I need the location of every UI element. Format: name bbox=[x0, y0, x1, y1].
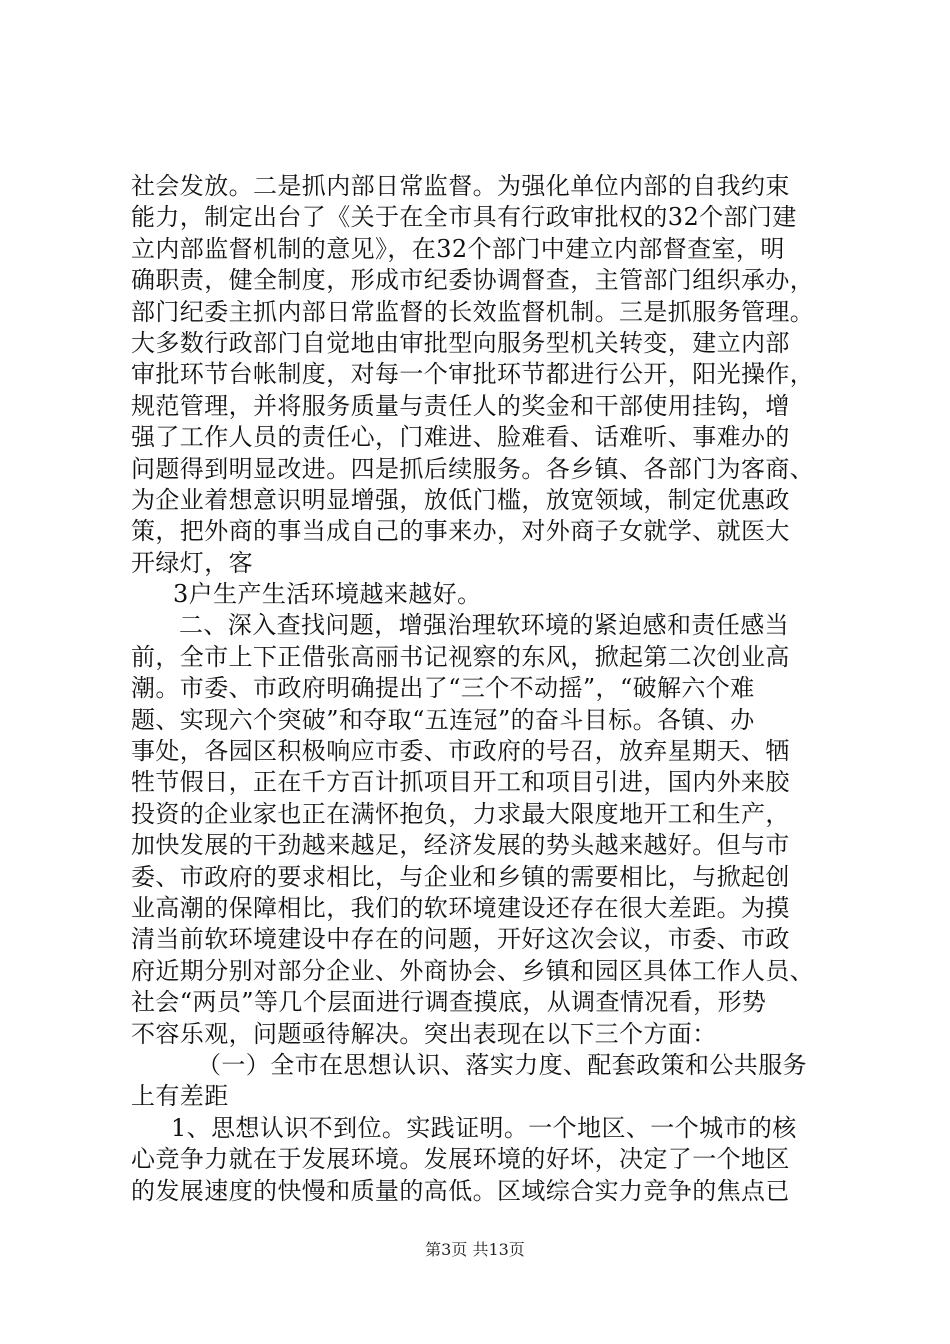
section-heading: 二、深入查找问题，增强治理软环境的紧迫感和责任感当 bbox=[179, 611, 789, 640]
text-line: 牲节假日，正在千方百计抓项目开工和项目引进，国内外来胶 bbox=[131, 768, 790, 797]
text-line: 规范管理，并将服务质量与责任人的奖金和干部使用挂钩，增 bbox=[131, 391, 790, 420]
text-line: 投资的企业家也正在满怀抱负，力求最大限度地开工和生产， bbox=[131, 799, 790, 828]
text-line: 能力，制定出台了《关于在全市具有行政审批权的32个部门建 bbox=[131, 203, 797, 232]
subsection-heading-continued: 上有差距 bbox=[131, 1082, 229, 1111]
text-line: 为企业着想意识明显增强，放低门槛，放宽领域，制定优惠政 bbox=[131, 485, 790, 514]
text-line: 府近期分别对部分企业、外商协会、乡镇和园区具体工作人员、 bbox=[131, 956, 815, 985]
text-line: 大多数行政部门自觉地由审批型向服务型机关转变，建立内部 bbox=[131, 328, 790, 357]
text-line: 1、思想认识不到位。实践证明。一个地区、一个城市的核 bbox=[171, 1113, 797, 1142]
text-line: 强了工作人员的责任心，门难进、脸难看、话难听、事难办的 bbox=[131, 423, 790, 452]
text-line: 清当前软环境建设中存在的问题，开好这次会议，市委、市政 bbox=[131, 925, 790, 954]
text-line: 业高潮的保障相比，我们的软环境建设还存在很大差距。为摸 bbox=[131, 893, 790, 922]
text-line: 问题得到明显改进。四是抓后续服务。各乡镇、各部门为客商、 bbox=[131, 454, 815, 483]
text-line: 确职责，健全制度，形成市纪委协调督查，主管部门组织承办， bbox=[131, 266, 815, 295]
subsection-heading: （一）全市在思想认识、落实力度、配套政策和公共服务 bbox=[197, 1050, 807, 1079]
text-line: 社会发放。二是抓内部日常监督。为强化单位内部的自我约束 bbox=[131, 172, 790, 200]
text-line: 事处，各园区积极响应市委、市政府的号召，放弃星期天、牺 bbox=[131, 737, 790, 766]
text-line: 社会“两员”等几个层面进行调查摸底，从调查情况看，形势 bbox=[131, 988, 767, 1017]
text-line: 立内部监督机制的意见》，在32个部门中建立内部督查室，明 bbox=[131, 234, 785, 263]
text-line: 策，把外商的事当成自己的事来办，对外商子女就学、就医大 bbox=[131, 517, 790, 546]
text-line: 题、实现六个突破”和夺取“五连冠”的奋斗目标。各镇、办 bbox=[131, 705, 755, 734]
text-line: 3户生产生活环境越来越好。 bbox=[173, 580, 482, 609]
text-line: 审批环节台帐制度，对每一个审批环节都进行公开，阳光操作， bbox=[131, 360, 815, 389]
page-number-footer: 第3页 共13页 bbox=[425, 1240, 525, 1259]
text-line: 潮。市委、市政府明确提出了“三个不动摇”，“破解六个难 bbox=[131, 674, 755, 703]
text-line: 委、市政府的要求相比，与企业和乡镇的需要相比，与掀起创 bbox=[131, 862, 790, 891]
text-line: 前，全市上下正借张高丽书记视察的东风，掀起第二次创业高 bbox=[131, 642, 790, 671]
text-line: 心竞争力就在于发展环境。发展环境的好坏，决定了一个地区 bbox=[131, 1145, 790, 1174]
text-line: 的发展速度的快慢和质量的高低。区域综合实力竞争的焦点已 bbox=[131, 1176, 790, 1205]
text-line: 部门纪委主抓内部日常监督的长效监督机制。三是抓服务管理。 bbox=[131, 297, 815, 326]
text-line: 不容乐观，问题亟待解决。突出表现在以下三个方面： bbox=[131, 1019, 717, 1048]
text-line: 开绿灯，客 bbox=[131, 548, 253, 577]
document-body bbox=[131, 171, 851, 1207]
text-line: 加快发展的干劲越来越足，经济发展的势头越来越好。但与市 bbox=[131, 831, 790, 860]
